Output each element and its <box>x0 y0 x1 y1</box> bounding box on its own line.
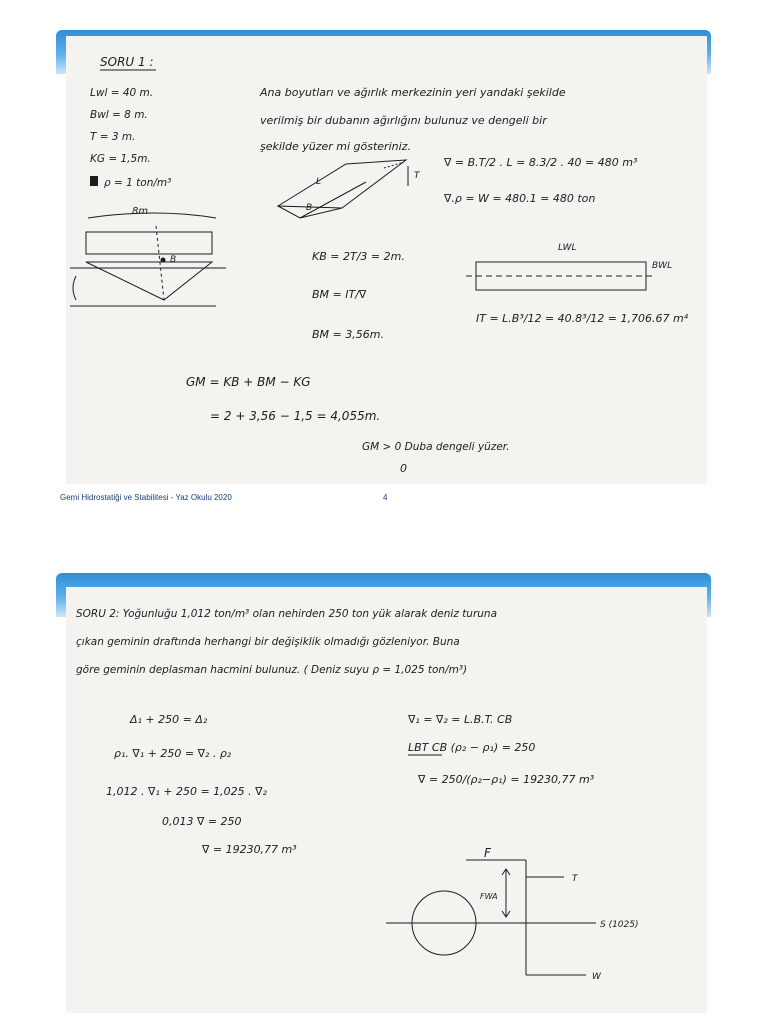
width-label: 8m <box>132 206 149 217</box>
eq-bm: BM = IT/∇ <box>312 288 367 301</box>
f-label: F <box>484 846 491 860</box>
zero-mark: 0 <box>400 462 407 475</box>
problem-line-2: verilmiş bir dubanın ağırlığını bulunuz ve dengeli bir <box>260 114 547 127</box>
given-density: ρ = 1 ton/m³ <box>104 177 172 189</box>
pontoon-section-figure <box>70 206 226 306</box>
b-dim-label: B <box>306 203 313 213</box>
b-point-label: B <box>170 255 177 265</box>
given-lwl: Lwl = 40 m. <box>90 87 154 99</box>
handwritten-solution-1 <box>66 36 707 484</box>
bwl-label: BWL <box>652 261 673 271</box>
problem2-line-3: göre geminin deplasman hacmini bulunuz. ( Deniz suyu ρ = 1,025 ton/m³) <box>76 664 468 676</box>
eq-volume: ∇ = B.T/2 . L = 8.3/2 . 40 = 480 m³ <box>444 156 638 169</box>
problem-line-3: şekilde yüzer mi gösteriniz. <box>260 140 411 153</box>
eq-gm-result: = 2 + 3,56 − 1,5 = 4,055m. <box>210 409 381 423</box>
given-bwl: Bwl = 8 m. <box>90 109 148 121</box>
w-label: W <box>592 972 601 982</box>
eq-kb: KB = 2T/3 = 2m. <box>312 250 405 263</box>
page-number: 4 <box>383 493 388 502</box>
right-eq-1: ∇₁ = ∇₂ = L.B.T. CB <box>408 713 513 726</box>
eq-inertia: IT = L.B³/12 = 40.8³/12 = 1,706.67 m⁴ <box>476 312 689 325</box>
handwritten-solution-2 <box>66 587 707 1013</box>
slide-2 <box>56 573 711 1013</box>
left-eq-3: 1,012 . ∇₁ + 250 = 1,025 . ∇₂ <box>106 785 267 798</box>
t-label: T <box>572 874 578 884</box>
left-eq-1: Δ₁ + 250 = Δ₂ <box>130 713 208 726</box>
slide-1 <box>56 30 711 484</box>
s-label: S (1025) <box>600 920 639 930</box>
given-t: T = 3 m. <box>90 131 136 143</box>
footer-title: Gemi Hidrostatiği ve Stabilitesi - Yaz Okulu 2020 <box>60 493 232 502</box>
given-kg: KG = 1,5m. <box>90 153 151 165</box>
question-1-heading: SORU 1 : <box>100 55 154 69</box>
load-line-figure <box>386 846 639 982</box>
right-eq-3: ∇ = 250/(ρ₂−ρ₁) = 19230,77 m³ <box>418 773 595 786</box>
left-eq-4: 0,013 ∇ = 250 <box>162 815 242 828</box>
paper-sheet <box>66 36 707 484</box>
paper-sheet-2 <box>66 587 707 1013</box>
fwa-label: FWA <box>480 892 498 901</box>
problem2-line-2: çıkan geminin draftında herhangi bir değişiklik olmadığı gözleniyor. Buna <box>76 636 460 648</box>
problem2-line-1: SORU 2: Yoğunluğu 1,012 ton/m³ olan nehirden 250 ton yük alarak deniz turuna <box>76 608 498 620</box>
waterplane-figure <box>466 243 672 290</box>
left-eq-5: ∇ = 19230,77 m³ <box>202 843 297 856</box>
l-label: L <box>316 177 322 187</box>
problem-line-1: Ana boyutları ve ağırlık merkezinin yeri yandaki şekilde <box>260 86 566 99</box>
pontoon-prism-figure <box>278 160 421 218</box>
eq-gm-formula: GM = KB + BM − KG <box>186 375 311 389</box>
t-dim-label: T <box>414 171 420 181</box>
eq-bm-value: BM = 3,56m. <box>312 328 384 341</box>
eq-weight: ∇.ρ = W = 480.1 = 480 ton <box>444 192 596 205</box>
eq-gm-conclusion: GM > 0 Duba dengeli yüzer. <box>362 441 510 453</box>
right-eq-2: LBT CB (ρ₂ − ρ₁) = 250 <box>408 741 536 754</box>
lwl-label: LWL <box>558 243 577 253</box>
left-eq-2: ρ₁. ∇₁ + 250 = ∇₂ . ρ₂ <box>114 747 232 760</box>
